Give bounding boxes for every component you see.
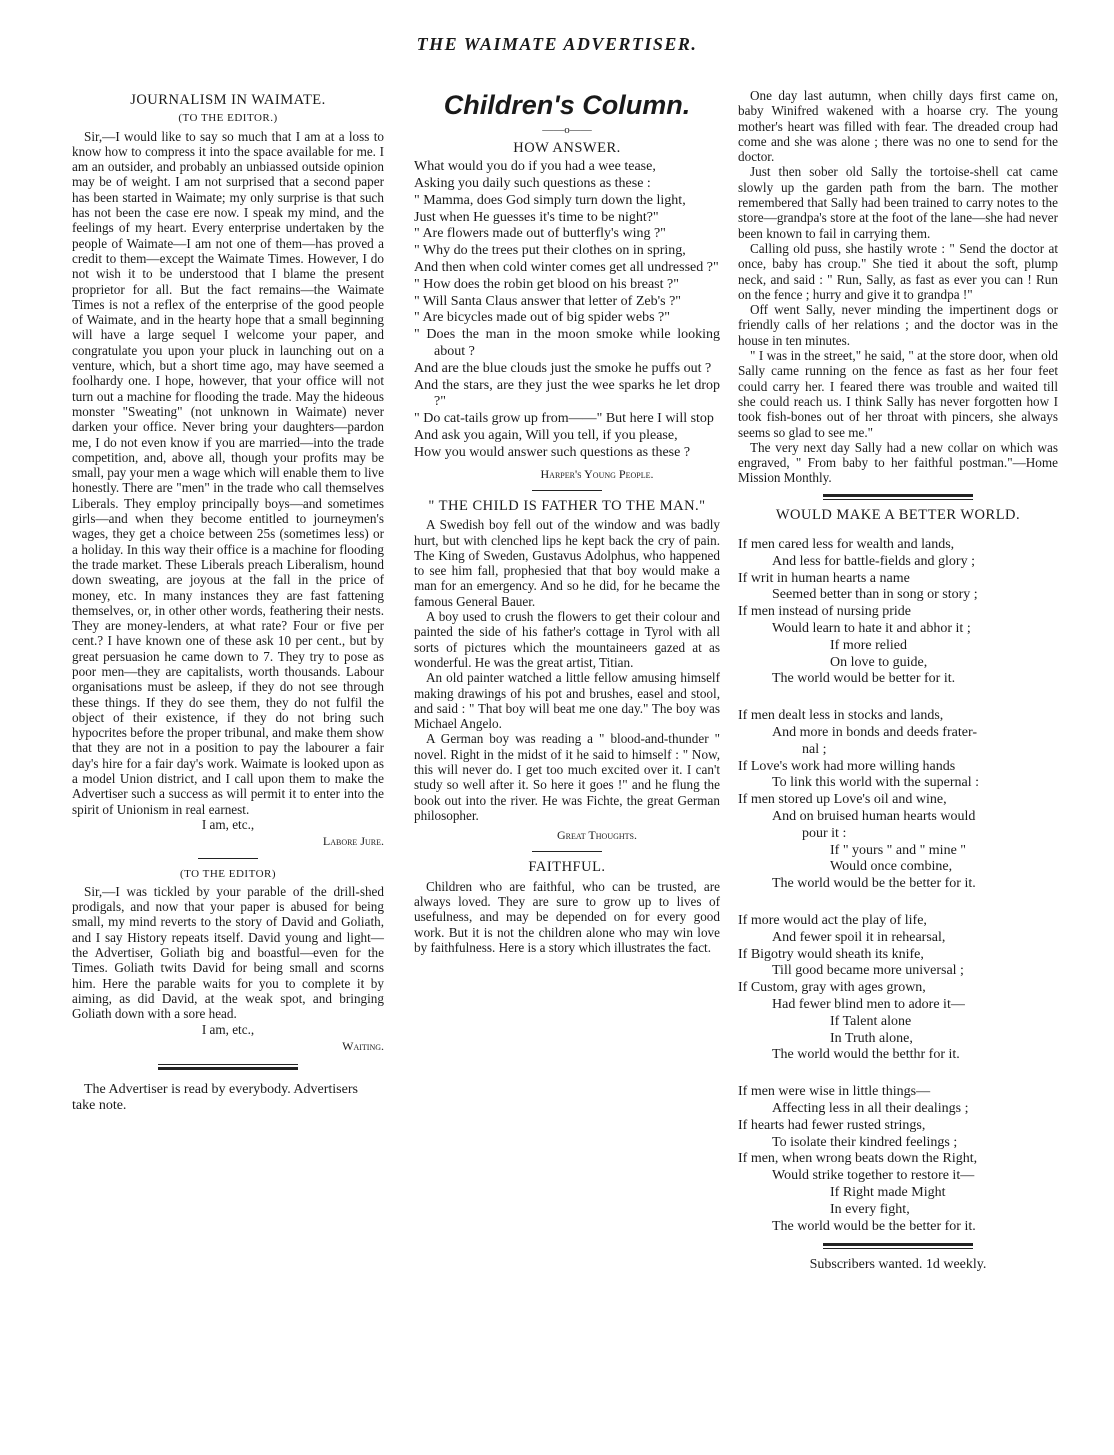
stanza-gap (738, 893, 1058, 913)
poem-line: And less for battle-fields and glory ; (772, 553, 975, 569)
poem-line: " Do cat-tails grow up from——" But here I will stop (414, 411, 714, 427)
poem-line: " Are bicycles made out of big spider webs ?" (414, 310, 670, 326)
poem-line: If men dealt less in stocks and lands, (738, 708, 944, 724)
paragraph: A Swedish boy fell out of the window and was badly hurt, but with clenched lips he kept back the cry of pain. The King of Sweden, Gustavus Adolphus, who happened to see him fall, prophesied that that boy would make a man for an emergency. And so he did, for he became the famous General Bauer. (414, 517, 720, 609)
poem-line: And more in bonds and deeds frater- (772, 724, 977, 740)
advertiser-notice: The Advertiser is read by everybody. Advertisers take note. (72, 1082, 358, 1114)
sally-story-body (738, 88, 1058, 486)
poem-line: On love to guide, (830, 654, 928, 670)
paragraph: A boy used to crush the flowers to get their colour and painted the side of his father's cottage in Tyrol with all sorts of pictures which the mountaineers gazed at as wonderful. He was the great artist, Titian. (414, 609, 720, 670)
poem-line: The world would be the better for it. (772, 1218, 976, 1234)
article-title-child-father: " THE CHILD IS FATHER TO THE MAN." (428, 497, 706, 514)
divider-rule (198, 858, 258, 859)
poem-line: And then when cold winter comes get all undressed ?" (414, 260, 719, 276)
poem-line: If Right made Might (830, 1184, 946, 1200)
poem-line: To isolate their kindred feelings ; (772, 1134, 958, 1150)
poem-line: pour it : (802, 825, 847, 841)
column-2 (414, 88, 720, 955)
poem-line: If men stored up Love's oil and wine, (738, 792, 947, 808)
letter-1-body: Sir,—I would like to say so much that I am at a loss to know how to compress it into the space available for me. I am an outsider, and probably an unbiassed outside opinion may be of weight. I am not surprised that a second paper has been started in Waimate; my only surprise is that such has not been the case ere now. I speak my mind, and the feelings of my heart. Every enterprise undertaken by the people of Waimate—I am not one of them—has proved a credit to them—except the Waimate Times. However, I do not wish it to be understood that I blame the present proprietor for all. But the fact remains—the Waimate Times is not a reflex of the enterprise of the good people of Waimate, and in the hearty hope that a small beginning will have a large sequel I welcome your paper, and congratulate you upon your pluck in launching out on a venture, which, but a short time ago, may have seemed a foolhardy one. I hope, however, that your office will not turn out a machine for flooding the trade. May the hideous monster "Sweating" (not unknown in Waimate) never darken your office. Never bring your daughters—pardon me, I do not even know if you are married—into the trade competition, and, above all, though your profits may be small, pay your men a wage which will enable them to live honestly. There are "men" in the trade who call themselves Liberals. They employ principally boys—and sometimes girls—and when they become entitled to journeymen's wages, they get a choice between 25s (sometimes less) or a holiday. In this way their office is a machine for flooding the trade market. These Liberals preach Liberalism, hound down sweating, are joyous at the fall in the price of money, etc. In many instances they are fast fattening themselves, or, in other other words, feathering their nests. They are money-lenders, at what rate? Four or five per cent.? I have known one of these ask 10 per cent., but by great persuasion he came down to 7. They try to pose as poor men—they are capitalists, worth thousands. Labour organisations must be asleep, if they do not see through these things. If they do see them, they do not fulfil the object of their existence, if they do not bring such hypocrites before the proper tribunal, and make them show that they are not in a position to pay the labourer a fair day's hire for a fair day's work. Waimate is looked upon as a model Union district, and I call upon them to make the Advertiser such a success as will permit it to enter into the spirit of Unionism in real earnest. (72, 128, 384, 817)
poem-line: The world would be better for it. (772, 671, 956, 687)
letter-2-body: Sir,—I was tickled by your parable of the drill-shed prodigals, and now that your paper is abused for being small, my mind reverts to the story of David and Goliath, and I say History repeats itself. David young and light—the Advertiser, Goliath big and boastful—even for the Times. Goliath twits David for being small and scorns him. Here the parable waits for you to complete it by aiming, as did David, at the weak spot, and bringing Goliath down with a sore head. (72, 883, 384, 1022)
poem-line: If Custom, gray with ages grown, (738, 980, 926, 996)
letter-1-signature: Labore Jure. (322, 834, 384, 849)
paragraph: Just then sober old Sally the tortoise-shell cat came slowly up the garden path from the barn. The mother remembered that Sally had been trained to carry notes to the store—grandpa's store at the foot of the lane—she had never been known to fail in carrying them. (738, 164, 1058, 241)
subscribers-notice: Subscribers wanted. 1d weekly. (809, 1257, 987, 1273)
paragraph: " I was in the street," he said, " at the store door, when old Sally came running on the fence as fast as her four feet could carry her. I feared there was trouble and waited till she could reach us. I think Sally has never forgotten how I took fish-bones out of her throat with pincers, she always seems so glad to see me." (738, 348, 1058, 440)
article-title-journalism: JOURNALISM IN WAIMATE. (130, 92, 326, 108)
child-father-body (414, 517, 720, 823)
source-harpers: Harper's Young People. (540, 466, 654, 481)
double-rule (823, 1243, 973, 1249)
paragraph: The very next day Sally had a new collar on which was engraved, " From baby to her faithful postman."—Home Mission Monthly. (738, 439, 1058, 486)
to-editor-label: (TO THE EDITOR.) (178, 112, 278, 125)
poem-line: If Bigotry would sheath its knife, (738, 946, 924, 962)
poem-line: nal ; (802, 741, 827, 757)
letter-2-signature: Waiting. (342, 1038, 384, 1053)
poem-line: " How does the robin get blood on his breast ?" (414, 276, 679, 292)
poem-line: If writ in human hearts a name (738, 570, 910, 586)
poem-line: What would you do if you had a wee tease, (414, 159, 656, 175)
poem-line: If more would act the play of life, (738, 912, 927, 928)
paragraph: One day last autumn, when chilly days first came on, baby Winifred wakened with a hoarse cry. The young mother's heart was filled with fear. The dreaded croup had come and she was alone ; there was no one to send for the doctor. (738, 88, 1058, 165)
poem-line: If " yours " and " mine " (830, 842, 967, 858)
how-answer-poem (414, 159, 720, 461)
paragraph: Calling old puss, she hastily wrote : " Send the doctor at once, baby has croup." She tied it about the soft, plump neck, and said : " Run, Sally, as fast as ever you can ! Run on the fence ; hurry and give it to grandpa !" (738, 240, 1058, 302)
poem-line: And ask you again, Will you tell, if you please, (414, 428, 678, 444)
poem-line: Affecting less in all their dealings ; (772, 1100, 969, 1116)
poem-line: Asking you daily such questions as these : (414, 176, 651, 192)
poem-line: Just when He guesses it's time to be night?" (414, 209, 659, 225)
poem-line: If Talent alone (830, 1013, 912, 1029)
poem-line: And fewer spoil it in rehearsal, (772, 929, 946, 945)
poem-title-how-answer: HOW ANSWER. (513, 140, 621, 156)
column-1 (72, 88, 384, 1114)
letter-1-closing: I am, etc., (201, 816, 255, 832)
paragraph: Off went Sally, never minding the impertinent dogs or friendly calls of her relations ; and the doctor was in the house in ten minutes. (738, 302, 1058, 348)
better-world-poem (738, 537, 1058, 1235)
poem-line: And on bruised human hearts would (772, 808, 976, 824)
poem-line: Till good became more universal ; (772, 963, 964, 979)
source-great-thoughts: Great Thoughts. (556, 828, 637, 843)
double-rule (158, 1064, 298, 1070)
paragraph: A German boy was reading a " blood-and-thunder " novel. Right in the midst of it he said to himself : " Now, this will never do. I get too much excited over it. I can't study so well after it. So here it goes !" and he flung the book out into the river. He was Fichte, the great German philosopher. (414, 731, 720, 823)
stanza-gap (738, 688, 1058, 708)
poem-line: " Mamma, does God simply turn down the light, (414, 192, 686, 208)
faithful-body: Children who are faithful, who can be trusted, are always loved. They are sure to grow up to lives of usefulness, and may be depended on for every good work. But it is not the children alone who may win love by faithfulness. Here is a story which illustrates the fact. (414, 878, 720, 955)
column-3 (738, 88, 1058, 1273)
poem-line: " Are flowers made out of butterfly's wing ?" (414, 226, 666, 242)
ornament-divider: ——o—— (542, 124, 592, 136)
poem-line: Would learn to hate it and abhor it ; (772, 621, 971, 636)
poem-line: If men, when wrong beats down the Right, (738, 1151, 978, 1167)
poem-line: Had fewer blind men to adore it— (772, 996, 965, 1012)
poem-line: The world would the betthr for it. (772, 1047, 960, 1063)
letter-2-closing: I am, etc., (201, 1021, 255, 1037)
poem-line: " Why do the trees put their clothes on in spring, (414, 243, 686, 259)
divider-rule (532, 851, 602, 852)
divider-rule (532, 490, 602, 491)
poem-line: The world would be the better for it. (772, 876, 976, 892)
poem-line: If men cared less for wealth and lands, (738, 537, 955, 553)
paragraph: An old painter watched a little fellow amusing himself making drawings of his pot and brushes, easel and stool, and said : " That boy will beat me one day." The boy was Michael Angelo. (414, 670, 720, 732)
poem-line: How you would answer such questions as these ? (414, 444, 691, 460)
article-title-faithful: FAITHFUL. (528, 859, 606, 876)
poem-line: To link this world with the supernal : (772, 775, 980, 791)
stanza-gap (738, 1064, 1058, 1084)
poem-line: If more relied (830, 637, 907, 653)
poem-line: If Love's work had more willing hands (738, 758, 956, 774)
poem-line: And are the blue clouds just the smoke he puffs out ? (414, 360, 712, 376)
poem-line: " Will Santa Claus answer that letter of Zeb's ?" (414, 293, 682, 309)
poem-line: Would once combine, (830, 859, 953, 875)
poem-line: Would strike together to restore it— (772, 1168, 975, 1184)
poem-line: In Truth alone, (830, 1030, 913, 1046)
to-editor-label-2: (TO THE EDITOR) (179, 867, 277, 880)
double-rule (823, 494, 973, 500)
masthead: THE WAIMATE ADVERTISER. (416, 34, 698, 54)
poem-title-better-world: WOULD MAKE A BETTER WORLD. (775, 506, 1021, 523)
childrens-column-title: Children's Column. (443, 90, 691, 120)
poem-line: If hearts had fewer rusted strings, (738, 1117, 926, 1133)
poem-line: In every fight, (830, 1201, 910, 1217)
poem-line: If men were wise in little things— (738, 1084, 931, 1100)
poem-line: And the stars, are they just the wee sparks he let drop ?" (414, 377, 720, 410)
poem-line: Seemed better than in song or story ; (772, 587, 978, 603)
poem-line: " Does the man in the moon smoke while looking about ? (414, 327, 720, 360)
poem-line: If men instead of nursing pride (738, 604, 912, 620)
